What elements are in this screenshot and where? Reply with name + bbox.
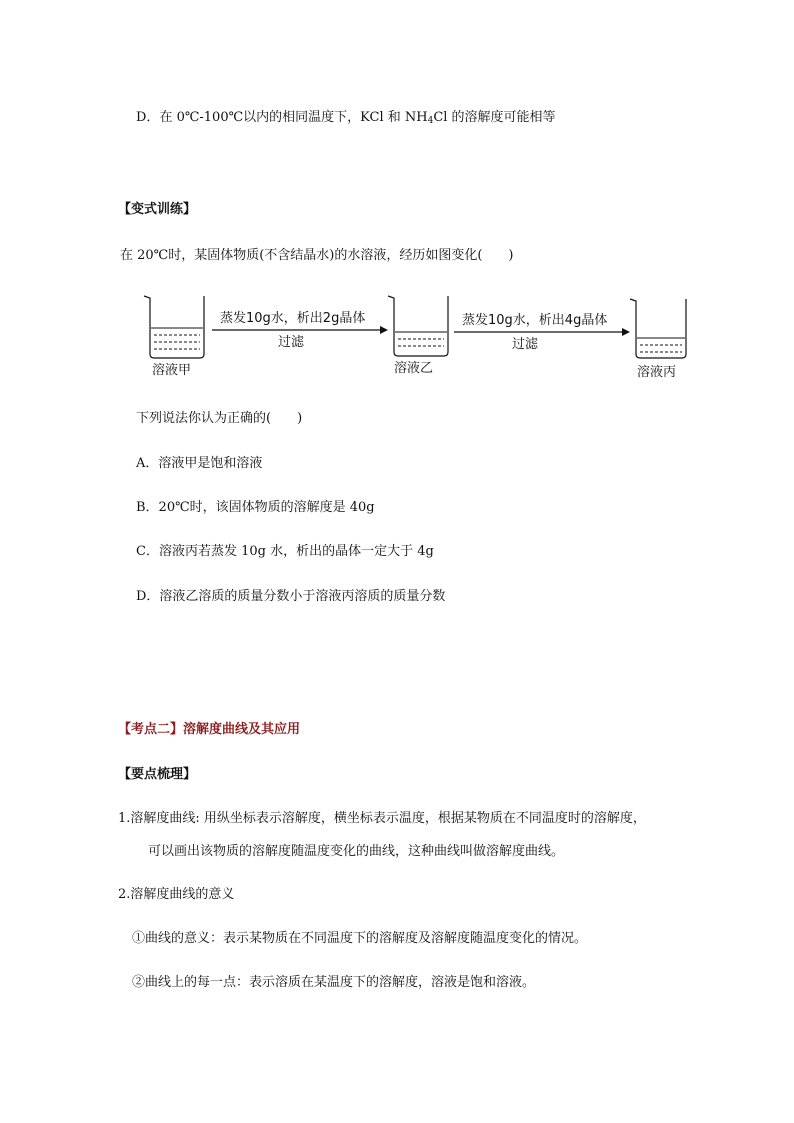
variant-prompt: 下列说法你认为正确的( ): [136, 411, 303, 426]
variant-option-a: A．溶液甲是饱和溶液: [136, 456, 263, 471]
step2-top-label: 蒸发10g水，析出4g晶体: [462, 313, 608, 328]
arrow-step1: [212, 326, 388, 334]
step1-bottom-label: 过滤: [278, 335, 305, 350]
variant-option-c: C．溶液丙若蒸发 10g 水，析出的晶体一定大于 4g: [136, 544, 434, 559]
evaporation-diagram: [140, 290, 700, 390]
arrow-step2: [454, 328, 630, 336]
kaodian2-bracket: 【考点二】: [118, 722, 184, 737]
label-solution-c: 溶液丙: [637, 365, 677, 380]
point1-line2: 可以画出该物质的溶解度随温度变化的曲线，这种曲线叫做溶解度曲线。: [148, 844, 565, 859]
option-d-subscript: 4: [427, 116, 434, 126]
point1-line1: 1.溶解度曲线: 用纵坐标表示溶解度，横坐标表示温度，根据某物质在不同温度时的溶解度，: [118, 811, 646, 826]
variant-option-b: B．20℃时，该固体物质的溶解度是 40g: [136, 500, 375, 515]
variant-heading: 【变式训练】: [118, 202, 197, 217]
point2-heading: 2.溶解度曲线的意义: [118, 887, 235, 902]
option-d-previous: [136, 109, 556, 130]
kaodian2-title: 溶解度曲线及其应用: [183, 722, 301, 737]
step2-bottom-label: 过滤: [512, 337, 539, 352]
option-d-text-end: Cl 的溶解度可能相等: [433, 110, 556, 125]
variant-question: 在 20℃时，某固体物质(不含结晶水)的水溶液，经历如图变化( ): [120, 248, 514, 263]
point2-item1: ①曲线的意义：表示某物质在不同温度下的溶解度及溶解度随温度变化的情况。: [132, 931, 588, 946]
beaker-b: [388, 296, 448, 356]
step1-top-label: 蒸发10g水，析出2g晶体: [220, 311, 366, 326]
option-d-label: D．: [136, 110, 160, 125]
variant-option-d: D．溶液乙溶质的质量分数小于溶液丙溶质的质量分数: [136, 589, 446, 604]
label-solution-b: 溶液乙: [394, 361, 434, 376]
point2-item2: ②曲线上的每一点：表示溶质在某温度下的溶解度，溶液是饱和溶液。: [132, 975, 536, 990]
label-solution-a: 溶液甲: [152, 363, 192, 378]
kaodian2-heading: [118, 721, 300, 739]
summary-heading: 【要点梳理】: [118, 767, 197, 782]
beaker-c: [630, 299, 686, 358]
beaker-a: [144, 296, 204, 358]
option-d-text: 在 0℃-100℃以内的相同温度下，KCl 和 NH: [159, 110, 428, 125]
